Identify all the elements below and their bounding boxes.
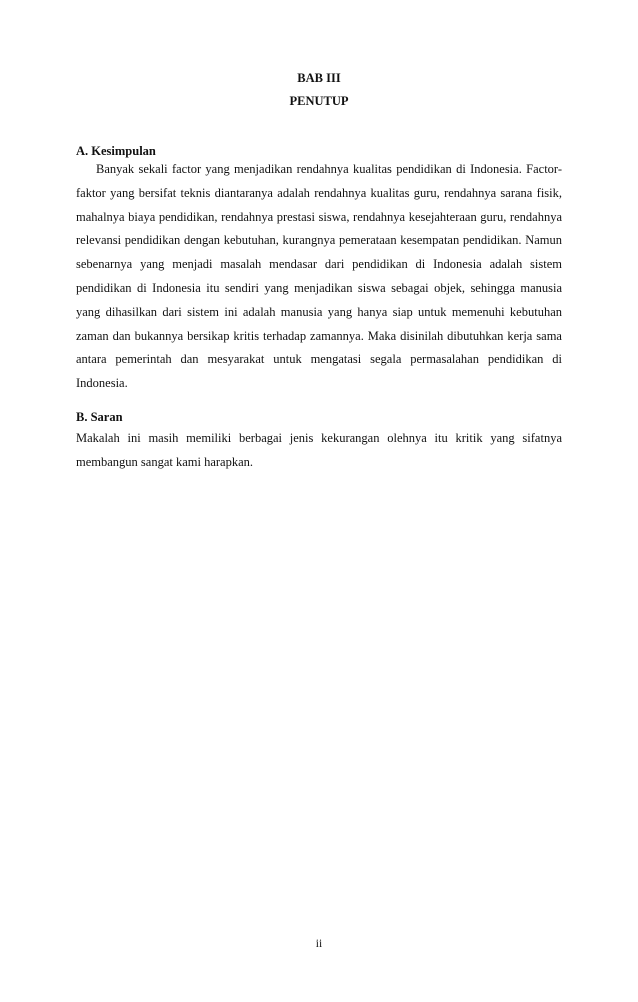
- section-heading-kesimpulan: A. Kesimpulan: [76, 144, 156, 158]
- chapter-number: BAB III: [297, 71, 341, 85]
- section-heading-saran: B. Saran: [76, 410, 123, 424]
- chapter-title: PENUTUP: [289, 94, 349, 108]
- section-text-saran: Makalah ini masih memiliki berbagai jenis kekurangan olehnya itu kritik yang sifatnya membangun sangat kami harapkan.: [76, 431, 562, 469]
- page-number: ii: [315, 938, 323, 950]
- section-text-kesimpulan: Banyak sekali factor yang menjadikan rendahnya kualitas pendidikan di Indonesia. Factor-faktor yang bersifat teknis diantaranya adalah rendahnya kualitas guru, rendahnya sarana fisik, mahalnya biaya pendidikan, rendahnya prestasi siswa, rendahnya kesejahteraan guru, rendahnya relevansi pendidikan dengan kebutuhan, kurangnya pemerataan kesempatan pendidikan. Namun sebenarnya yang menjadi masalah mendasar dari pendidikan di Indonesia adalah sistem pendidikan di Indonesia itu sendiri yang menjadikan siswa sebagai objek, sehingga manusia yang dihasilkan dari sistem ini adalah manusia yang hanya siap untuk memenuhi kebutuhan zaman dan bukannya bersikap kritis terhadap zamannya. Maka disinilah dibutuhkan kerja sama antara pemerintah dan mesyarakat untuk mengatasi segala permasalahan pendidikan di Indonesia.: [76, 162, 562, 391]
